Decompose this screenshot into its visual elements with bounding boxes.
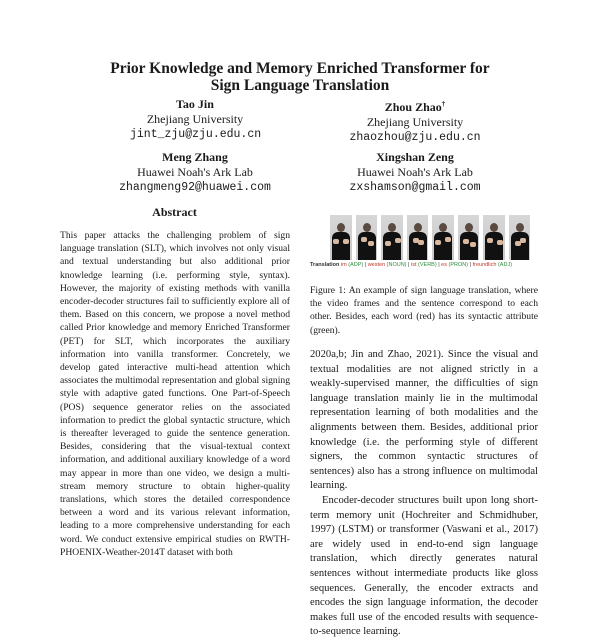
signer-body bbox=[358, 232, 376, 260]
body-paragraph: Encoder-decoder structures built upon long short-term memory unit (Hochreiter and Schmidhuber, 1997) (LSTM) or transformer (Vaswani et al., 2017) are widely used in end-to-end sign language translation, which directly generates natural sentences without intermediate products like gloss sequences. Generally, the encoder extracts and encodes the sign language information, the decoder makes full use of the encoded results with sequence-to-sequence learning. bbox=[310, 494, 538, 638]
signer-hand bbox=[333, 239, 339, 244]
signer-hand bbox=[385, 241, 391, 246]
author-block-4 bbox=[330, 150, 500, 195]
pos-tag: (ADP) bbox=[348, 262, 364, 268]
signer-hand bbox=[435, 240, 441, 245]
word-text: westen bbox=[366, 262, 387, 268]
word-separator: | bbox=[468, 262, 472, 268]
author-email[interactable]: jint_zju@zju.edu.cn bbox=[130, 128, 262, 141]
paper-title bbox=[60, 60, 540, 94]
video-frame bbox=[432, 215, 454, 260]
author-block-1 bbox=[130, 97, 260, 142]
author-name: Tao Jin bbox=[176, 97, 214, 111]
title-line-2: Sign Language Translation bbox=[210, 77, 390, 94]
author-name: Xingshan Zeng bbox=[376, 150, 454, 164]
video-frame bbox=[407, 215, 429, 260]
video-frame bbox=[483, 215, 505, 260]
video-frame bbox=[458, 215, 480, 260]
sentence-word bbox=[471, 262, 512, 268]
signer-head bbox=[337, 223, 345, 232]
author-affiliation: Zhejiang University bbox=[146, 112, 244, 126]
word-separator: | bbox=[436, 262, 440, 268]
sentence-word bbox=[406, 262, 437, 268]
signer-hand bbox=[418, 240, 424, 245]
word-text: es bbox=[439, 262, 449, 268]
author-block-3 bbox=[110, 150, 280, 195]
signer-head bbox=[490, 223, 498, 232]
signer-hand bbox=[445, 237, 451, 242]
signer-head bbox=[363, 223, 371, 232]
signer-head bbox=[465, 223, 473, 232]
signer-body bbox=[332, 232, 350, 260]
signer-hand bbox=[463, 239, 469, 244]
figure-caption: Figure 1: An example of sign language translation, where the video frames and the sentence correspond to each other. Besides, each word (red) has its syntactic attribute (green). bbox=[310, 285, 538, 336]
signer-head bbox=[516, 223, 524, 232]
pos-tag: (PRON) bbox=[448, 262, 469, 268]
signer-hand bbox=[520, 238, 526, 243]
video-frame bbox=[330, 215, 352, 260]
sentence-word bbox=[440, 262, 468, 268]
sentence-lead: Translation bbox=[310, 262, 340, 268]
signer-hand bbox=[361, 237, 367, 242]
signer-hand bbox=[497, 240, 503, 245]
sentence-words bbox=[341, 262, 512, 268]
word-separator: | bbox=[406, 262, 410, 268]
signer-hand bbox=[487, 238, 493, 243]
author-block-2 bbox=[335, 97, 495, 145]
author-affiliation: Zhejiang University bbox=[366, 115, 464, 129]
pos-tag: (ADJ) bbox=[497, 262, 513, 268]
sentence-word bbox=[341, 262, 363, 268]
signer-head bbox=[388, 223, 396, 232]
word-separator: | bbox=[363, 262, 367, 268]
author-name-text: Zhou Zhao bbox=[384, 100, 442, 114]
signer-hand bbox=[395, 238, 401, 243]
signer-hand bbox=[368, 241, 374, 246]
signer-body bbox=[511, 232, 529, 260]
author-email[interactable]: zhangmeng92@huawei.com bbox=[119, 181, 271, 194]
signer-hand bbox=[343, 239, 349, 244]
title-line-1: Prior Knowledge and Memory Enriched Transformer for bbox=[110, 60, 490, 77]
signer-hand bbox=[470, 242, 476, 247]
signer-head bbox=[439, 223, 447, 232]
signer-body bbox=[485, 232, 503, 260]
author-affiliation: Huawei Noah's Ark Lab bbox=[357, 165, 473, 179]
video-frame bbox=[381, 215, 403, 260]
author-email[interactable]: zhaozhou@zju.edu.cn bbox=[349, 131, 481, 144]
author-name bbox=[335, 97, 495, 115]
pos-tag: (NOUN) bbox=[386, 262, 407, 268]
pos-tag: (VERB) bbox=[418, 262, 437, 268]
word-text: freundlich bbox=[471, 262, 498, 268]
corresponding-mark: † bbox=[441, 100, 446, 108]
figure-sentence bbox=[310, 262, 550, 268]
word-text: im bbox=[340, 262, 349, 268]
abstract-heading: Abstract bbox=[152, 205, 197, 219]
abstract-text: This paper attacks the challenging problem of sign language translation (SLT), which involves not only visual and textual understanding but also additional prior knowledge learning (i.e. performing style, syntax). However, the majority of existing methods with vanilla encoder-decoder structures fail to sufficiently explore all of them. Based on this concern, we propose a novel method called Prior knowledge and memory Enriched Transformer (PET) for SLT, which incorporates the auxiliary information into vanilla transformer. Concretely, we develop gated interactive multi-head attention which associates the multimodal representation and global signing style with adaptive gated functions. One Part-of-Speech (POS) sequence generator relies on the associated information to predict the global syntactic structure, which is thereafter leveraged to guide the sentence generation. Besides, considering that the visual-textual context information, and additional auxiliary knowledge of a word may appear in more than one video, we design a multi-stream memory structure to obtain higher-quality translations, which stores the detailed correspondence between a word and its various relevant information, leading to a more comprehensive understanding for each word. We conduct extensive empirical studies on RWTH-PHOENIX-Weather-2014T dataset with both bbox=[60, 230, 290, 558]
figure-video-frames bbox=[330, 215, 530, 260]
video-frame bbox=[356, 215, 378, 260]
body-paragraph: 2020a,b; Jin and Zhao, 2021). Since the visual and textual modalities are not aligned strictly in a weakly-supervised manner, the difficulties of sign language translation mainly lie in the multimodal representation learning of both modalities and the alignments between them. Besides, additional prior knowledge (i.e. the performing style of different signers, the common syntactic structures of sentences) also has a strong influence on multimodal learning. bbox=[310, 349, 538, 492]
signer-body bbox=[409, 232, 427, 260]
author-affiliation: Huawei Noah's Ark Lab bbox=[137, 165, 253, 179]
author-email[interactable]: zxshamson@gmail.com bbox=[349, 181, 481, 194]
signer-body bbox=[383, 232, 401, 260]
video-frame bbox=[509, 215, 531, 260]
word-text: ist bbox=[409, 262, 419, 268]
sentence-word bbox=[366, 262, 406, 268]
signer-head bbox=[414, 223, 422, 232]
author-name: Meng Zhang bbox=[162, 150, 228, 164]
body-text bbox=[310, 348, 538, 640]
